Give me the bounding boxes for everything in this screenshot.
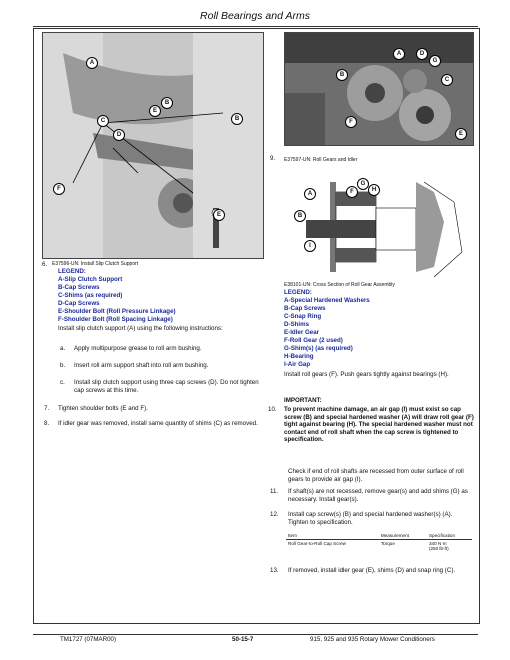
cross-section-caption: E38101-UN: Cross Section of Roll Gear Assembly (284, 282, 395, 288)
callout-h: H (368, 184, 380, 196)
callout-b: B (294, 210, 306, 222)
important-title: IMPORTANT: (284, 397, 322, 404)
substep-a-label: a. (60, 345, 66, 352)
step13-text: If removed, install idler gear (E), shims (D) and snap ring (C). (288, 567, 456, 574)
step7-text: Tighten shoulder bolts (E and F). (58, 405, 148, 412)
left-legend-f: F-Shoulder Bolt (Roll Spacing Linkage) (58, 316, 173, 323)
right-legend-b: B-Cap Screws (284, 305, 326, 312)
spec-header-item: Item (286, 532, 379, 540)
step12-number: 12. (270, 511, 279, 518)
left-legend-title: LEGEND: (58, 268, 86, 275)
footer-page-number: 50-15-7 (232, 636, 254, 643)
spec-value-metric: 340 N·m (428, 541, 447, 546)
right-legend-a: A-Special Hardened Washers (284, 297, 370, 304)
spec-header-specification: Specification (427, 532, 472, 540)
footer-doc-id: TM1727 (07MAR00) (60, 636, 117, 643)
right-legend-title: LEGEND: (284, 289, 312, 296)
callout-f: F (345, 116, 357, 128)
spec-value-imperial: (250 lb-ft) (428, 546, 449, 551)
spec-header-measurement: Measurement (379, 532, 427, 540)
check-text: Check if end of roll shafts are recessed from outer surface of roll gears to provide air gap (I). (288, 468, 464, 483)
roll-gears-photo (284, 32, 474, 146)
slip-clutch-caption: E37596-UN: Install Slip Clutch Support (52, 261, 139, 267)
step10-number: 10. (268, 406, 277, 413)
substep-b-label: b. (60, 362, 66, 369)
callout-f: F (346, 186, 358, 198)
callout-e: E (149, 105, 161, 117)
right-legend-f: F-Roll Gear (2 used) (284, 337, 343, 344)
step8-text: If idler gear was removed, install same quantity of shims (C) as removed. (58, 420, 258, 427)
right-legend-c: C-Snap Ring (284, 313, 322, 320)
step8-number: 8. (44, 420, 50, 427)
slip-clutch-photo (42, 32, 264, 259)
callout-d: D (113, 129, 125, 141)
footer-product: 915, 925 and 935 Rotary Mower Conditioners (310, 636, 435, 643)
step9-text: Install roll gears (F). Push gears tightly against bearings (H). (284, 371, 449, 378)
callout-g: G (357, 178, 369, 190)
step11-number: 11. (270, 488, 279, 495)
left-legend-c: C-Shims (as required) (58, 292, 123, 299)
left-legend-d: D-Cap Screws (58, 300, 100, 307)
callout-c: C (97, 115, 109, 127)
step6-text: Install slip clutch support (A) using the following instructions: (58, 325, 223, 332)
spec-value (427, 540, 472, 553)
callout-d: D (416, 48, 428, 60)
callout-a: A (393, 48, 405, 60)
left-legend-e: E-Shoulder Bolt (Roll Pressure Linkage) (58, 308, 176, 315)
step6-number: 6. (42, 261, 48, 268)
callout-e2: E (213, 209, 225, 221)
step11-text: If shaft(s) are not recessed, remove gear(s) and add shims (G) as necessary. Install gear(s). (288, 488, 468, 503)
spec-measurement: Torque (380, 541, 395, 546)
callout-f: F (53, 183, 65, 195)
step12-text: Install cap screw(s) (B) and special hardened washer(s) (A). Tighten to specification. (288, 511, 453, 526)
header-rule (33, 26, 478, 27)
right-legend-i: I-Air Gap (284, 361, 311, 368)
roll-gears-caption: E37597-UN: Roll Gears and Idler (284, 157, 358, 163)
substep-c-text: Install slip clutch support using three cap screws (D). Do not tighten cap screws at this time. (74, 379, 259, 394)
step13-number: 13. (270, 567, 279, 574)
substep-c-label: c. (60, 379, 65, 386)
step9-number: 9. (270, 155, 276, 162)
step7-number: 7. (44, 405, 50, 412)
slip-clutch-illustration (43, 33, 263, 258)
footer-rule (33, 634, 478, 635)
callout-b: B (336, 69, 348, 81)
right-legend-e: E-Idler Gear (284, 329, 320, 336)
callout-b: B (161, 97, 173, 109)
spec-item: Roll Gear-to-Roll Cap Screw (288, 541, 346, 546)
page-title: Roll Bearings and Arms (200, 10, 310, 22)
right-legend-g: G-Shim(s) (as required) (284, 345, 353, 352)
callout-b2: B (231, 113, 243, 125)
right-legend-h: H-Bearing (284, 353, 314, 360)
left-legend-b: B-Cap Screws (58, 284, 100, 291)
callout-c: C (441, 74, 453, 86)
callout-i: I (304, 240, 316, 252)
cross-section-diagram (284, 172, 472, 277)
spec-table (286, 532, 472, 552)
substep-a-text: Apply multipurpose grease to roll arm bushing. (74, 345, 202, 352)
left-legend-a: A-Slip Clutch Support (58, 276, 123, 283)
callout-g: G (429, 55, 441, 67)
important-text: To prevent machine damage, an air gap (I) must exist so cap screw (B) and special hardened washer (A) will draw roll gear (F) tight against bearing (H). The special hardened washer must not contact end of roll shaft when the cap screw is tightened to specification. (284, 406, 474, 444)
substep-b-text: Insert roll arm support shaft into roll arm bushing. (74, 362, 209, 369)
right-legend-d: D-Shims (284, 321, 310, 328)
callout-a: A (304, 188, 316, 200)
roll-gears-illustration (285, 33, 473, 145)
callout-e: E (455, 128, 467, 140)
callout-a: A (86, 57, 98, 69)
